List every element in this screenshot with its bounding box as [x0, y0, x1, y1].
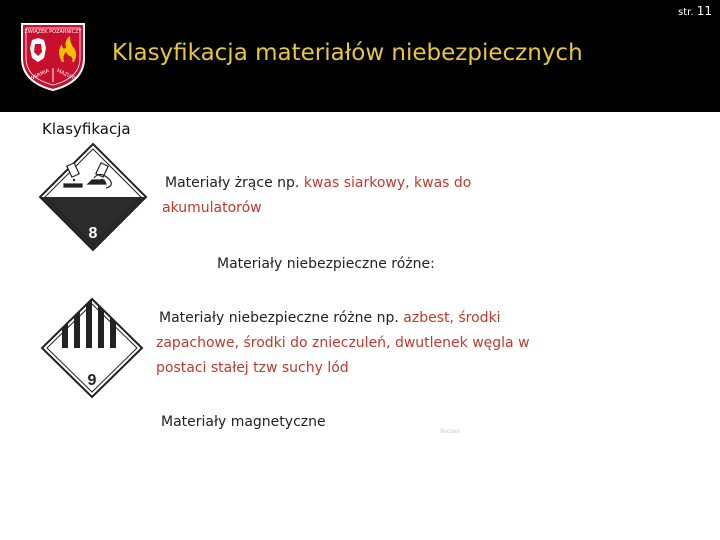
item-magnetic: Materiały magnetyczne — [161, 414, 326, 430]
page-label: str. — [678, 7, 694, 18]
sign8-number: 8 — [88, 225, 98, 242]
logo-left-text: WARMIA — [28, 67, 51, 83]
page-number-value: 11 — [696, 4, 712, 18]
item-corrosive — [162, 171, 522, 221]
page-number — [678, 4, 712, 18]
item1-highlight: kwas siarkowy, kwas do — [303, 175, 472, 191]
logo-right-text: MAZURY — [55, 67, 78, 83]
footnote: Nazwa — [440, 428, 460, 435]
item3-line3: postaci stałej tzw suchy lód — [156, 360, 349, 376]
logo-top-text: ZWIĄZEK POŻARNICZY — [24, 29, 82, 35]
item-misc-heading: Materiały niebezpieczne różne: — [217, 256, 435, 272]
slide-header — [0, 0, 720, 112]
slide-content — [0, 112, 720, 540]
slide-title: Klasyfikacja materiałów niebezpiecznych — [112, 40, 583, 66]
sign9-number: 9 — [87, 372, 97, 389]
hazard-sign-class-9 — [36, 293, 148, 403]
section-label: Klasyfikacja — [42, 120, 131, 138]
hazard-sign-class-8 — [36, 140, 150, 254]
item1-prefix: Materiały żrące np. — [165, 175, 304, 191]
item3-prefix: Materiały niebezpieczne różne np. — [159, 310, 404, 326]
item3-line2: zapachowe, środki do znieczuleń, dwutlenek węgla w — [156, 335, 530, 351]
item3-highlight: azbest, środki — [403, 310, 501, 326]
fire-brigade-logo — [18, 18, 88, 92]
item1-line2: akumulatorów — [162, 200, 262, 216]
item-misc — [156, 306, 576, 381]
